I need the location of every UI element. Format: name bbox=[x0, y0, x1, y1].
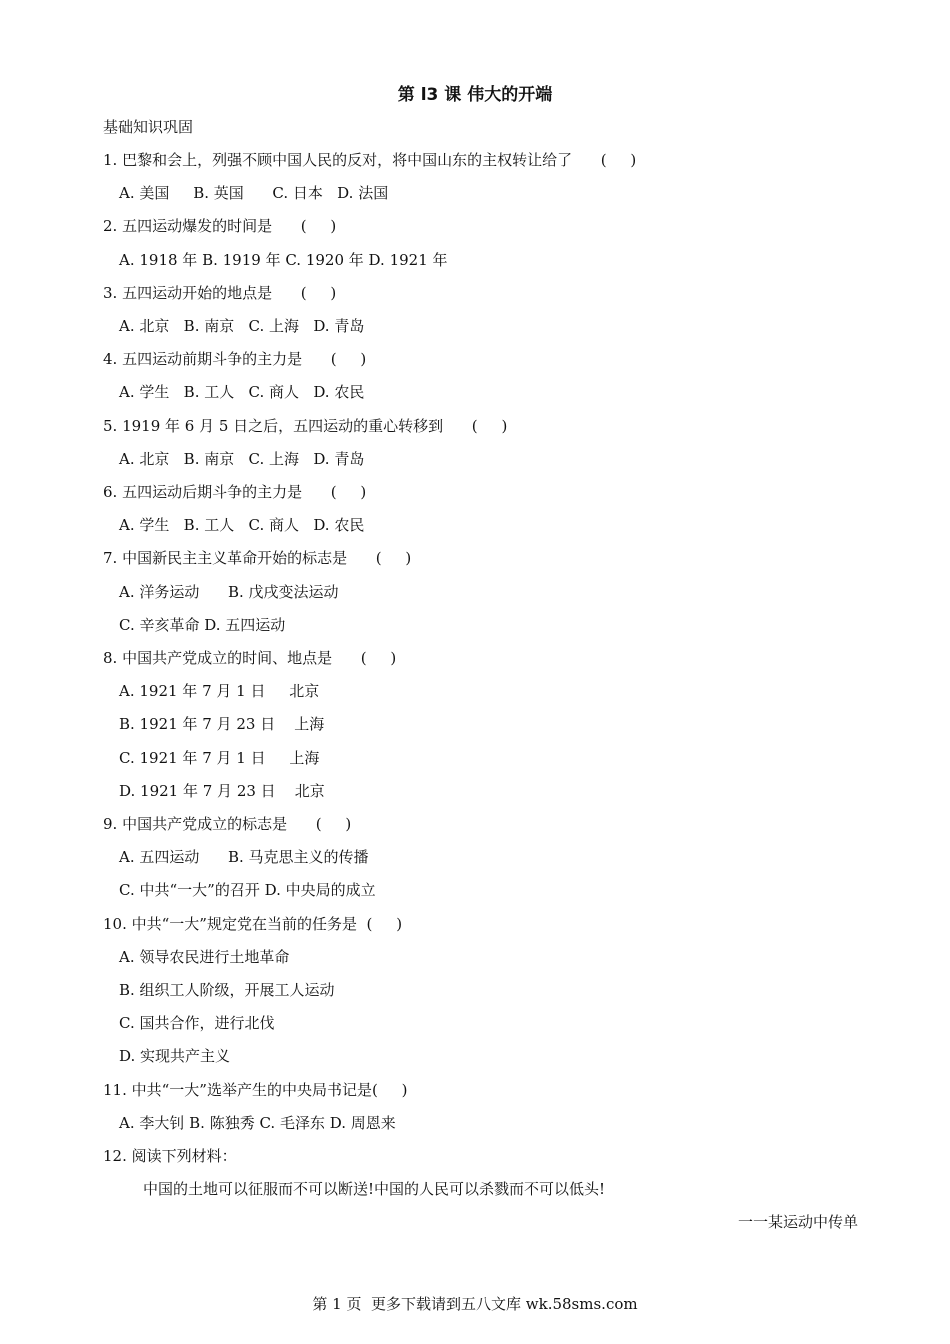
question-line: 3. 五四运动开始的地点是 ( ) bbox=[103, 284, 337, 302]
option-line: A. 北京 B. 南京 C. 上海 D. 青岛 bbox=[119, 317, 365, 335]
question-line: 12. 阅读下列材料： bbox=[103, 1147, 237, 1165]
option-line: A. 学生 B. 工人 C. 商人 D. 农民 bbox=[119, 516, 365, 534]
question-line: 8. 中国共产党成立的时间、地点是 ( ) bbox=[103, 649, 397, 667]
option-line: B. 组织工人阶级，开展工人运动 bbox=[119, 981, 335, 999]
question-line: 11. 中共“一大”选举产生的中央局书记是( ) bbox=[103, 1081, 408, 1099]
question-line: 5. 1919 年 6 月 5 日之后，五四运动的重心转移到 ( ) bbox=[103, 417, 508, 435]
option-line: C. 辛亥革命 D. 五四运动 bbox=[119, 616, 286, 634]
option-line: A. 五四运动 B. 马克思主义的传播 bbox=[119, 848, 369, 866]
quote-attribution: 一一某运动中传单 bbox=[737, 1213, 858, 1231]
question-line: 9. 中国共产党成立的标志是 ( ) bbox=[103, 815, 352, 833]
question-line: 2. 五四运动爆发的时间是 ( ) bbox=[103, 217, 337, 235]
option-line: A. 1921 年 7 月 1 日 北京 bbox=[119, 682, 320, 700]
question-line: 4. 五四运动前期斗争的主力是 ( ) bbox=[103, 350, 367, 368]
option-line: C. 国共合作，进行北伐 bbox=[119, 1014, 275, 1032]
option-line: A. 洋务运动 B. 戊戌变法运动 bbox=[119, 583, 339, 601]
question-line: 7. 中国新民主主义革命开始的标志是 ( ) bbox=[103, 549, 412, 567]
option-line: A. 学生 B. 工人 C. 商人 D. 农民 bbox=[119, 383, 365, 401]
question-line: 10. 中共“一大”规定党在当前的任务是 ( ) bbox=[103, 915, 403, 933]
option-line: A. 北京 B. 南京 C. 上海 D. 青岛 bbox=[119, 450, 365, 468]
page-footer: 第 1 页 更多下载请到五八文库 wk.58sms.com bbox=[312, 1295, 638, 1313]
option-line: A. 美国 B. 英国 C. 日本 D. 法国 bbox=[119, 184, 389, 202]
option-line: D. 1921 年 7 月 23 日 北京 bbox=[119, 782, 325, 800]
section-heading: 基础知识巩固 bbox=[103, 118, 194, 136]
option-line: D. 实现共产主义 bbox=[119, 1047, 231, 1065]
option-line: C. 中共“一大”的召开 D. 中央局的成立 bbox=[119, 881, 376, 899]
quoted-material: 中国的土地可以征服而不可以断送!中国的人民可以杀戮而不可以低头! bbox=[143, 1180, 606, 1198]
option-line: A. 领导农民进行土地革命 bbox=[119, 948, 290, 966]
option-line: A. 1918 年 B. 1919 年 C. 1920 年 D. 1921 年 bbox=[119, 251, 448, 269]
page-title: 第 l3 课 伟大的开端 bbox=[397, 85, 553, 105]
option-line: B. 1921 年 7 月 23 日 上海 bbox=[119, 715, 325, 733]
question-line: 1. 巴黎和会上，列强不顾中国人民的反对，将中国山东的主权转让给了 ( ) bbox=[103, 151, 637, 169]
question-line: 6. 五四运动后期斗争的主力是 ( ) bbox=[103, 483, 367, 501]
option-line: C. 1921 年 7 月 1 日 上海 bbox=[119, 749, 320, 767]
option-line: A. 李大钊 B. 陈独秀 C. 毛泽东 D. 周恩来 bbox=[119, 1114, 396, 1132]
